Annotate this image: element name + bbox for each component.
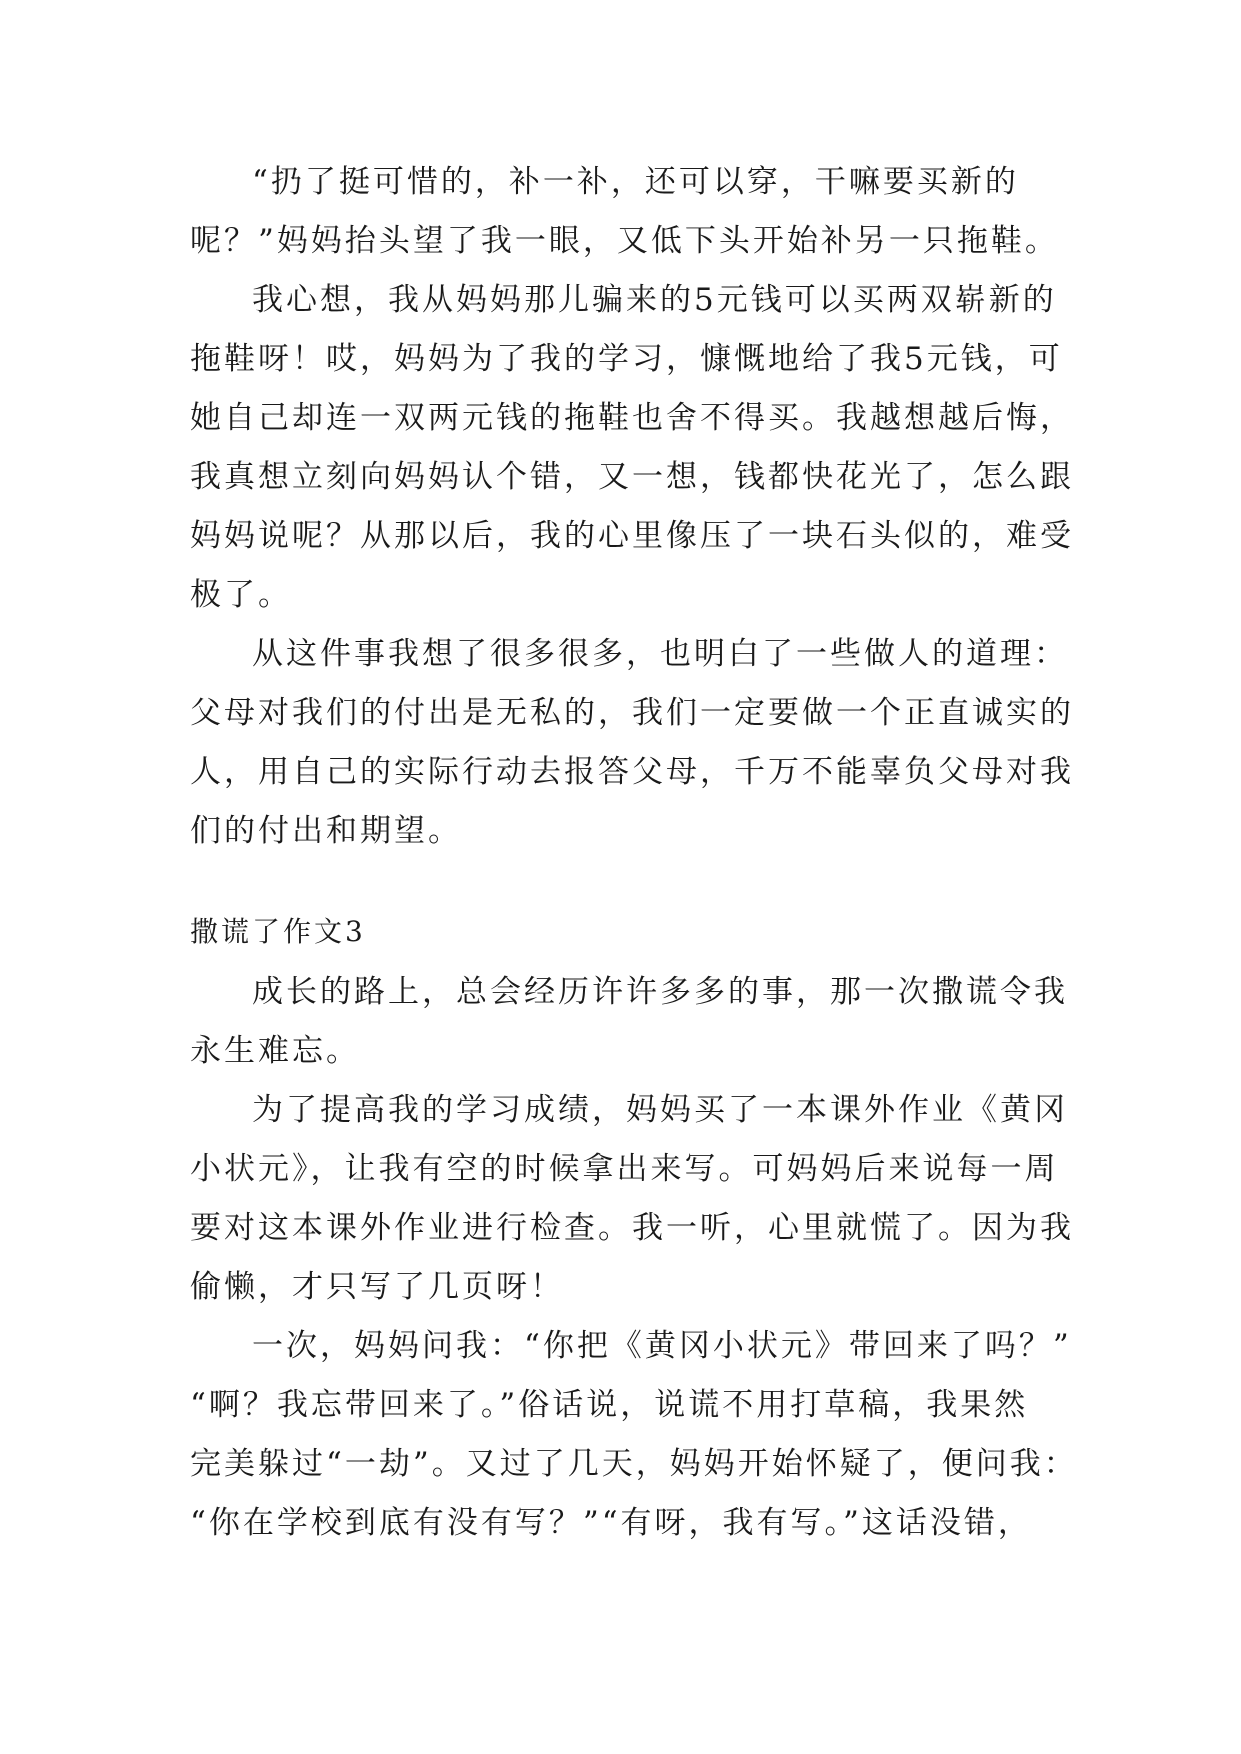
- para6-line-4: “你在学校到底有没有写？”“有呀，我有写。”这话没错，: [190, 1505, 1032, 1541]
- para1-line-1: “扔了挺可惜的，补一补，还可以穿，干嘛要买新的: [252, 164, 1019, 200]
- para2-line-1: 我心想，我从妈妈那儿骗来的5元钱可以买两双崭新的: [252, 282, 1057, 318]
- para2-line-4: 我真想立刻向妈妈认个错，又一想，钱都快花光了，怎么跟: [190, 459, 1074, 495]
- para6-line-3: 完美躲过“一劫”。又过了几天，妈妈开始怀疑了，便问我：: [190, 1446, 1078, 1482]
- para5-line-3: 要对这本课外作业进行检查。我一听，心里就慌了。因为我: [190, 1210, 1074, 1246]
- para2-line-6: 极了。: [190, 577, 292, 613]
- para1-line-2: 呢？”妈妈抬头望了我一眼，又低下头开始补另一只拖鞋。: [190, 223, 1059, 259]
- para5-line-1: 为了提高我的学习成绩，妈妈买了一本课外作业《黄冈: [252, 1092, 1068, 1128]
- para4-line-1: 成长的路上，总会经历许许多多的事，那一次撒谎令我: [252, 974, 1068, 1010]
- para2-line-2: 拖鞋呀！哎，妈妈为了我的学习，慷慨地给了我5元钱，可: [190, 341, 1063, 377]
- para2-line-3: 她自己却连一双两元钱的拖鞋也舍不得买。我越想越后悔，: [190, 400, 1074, 436]
- para3-line-1: 从这件事我想了很多很多，也明白了一些做人的道理：: [252, 636, 1068, 672]
- essay-heading: 撒谎了作文3: [190, 915, 366, 948]
- para3-line-4: 们的付出和期望。: [190, 813, 462, 849]
- para6-line-1: 一次，妈妈问我：“你把《黄冈小状元》带回来了吗？”: [252, 1328, 1072, 1364]
- para4-line-2: 永生难忘。: [190, 1033, 360, 1069]
- para5-line-4: 偷懒，才只写了几页呀！: [190, 1269, 564, 1305]
- para5-line-2: 小状元》，让我有空的时候拿出来写。可妈妈后来说每一周: [190, 1151, 1059, 1187]
- para3-line-2: 父母对我们的付出是无私的，我们一定要做一个正直诚实的: [190, 695, 1074, 731]
- para2-line-5: 妈妈说呢？从那以后，我的心里像压了一块石头似的，难受: [190, 518, 1074, 554]
- para6-line-2: “啊？我忘带回来了。”俗话说，说谎不用打草稿，我果然: [190, 1387, 1029, 1423]
- para3-line-3: 人，用自己的实际行动去报答父母，千万不能辜负父母对我: [190, 754, 1074, 790]
